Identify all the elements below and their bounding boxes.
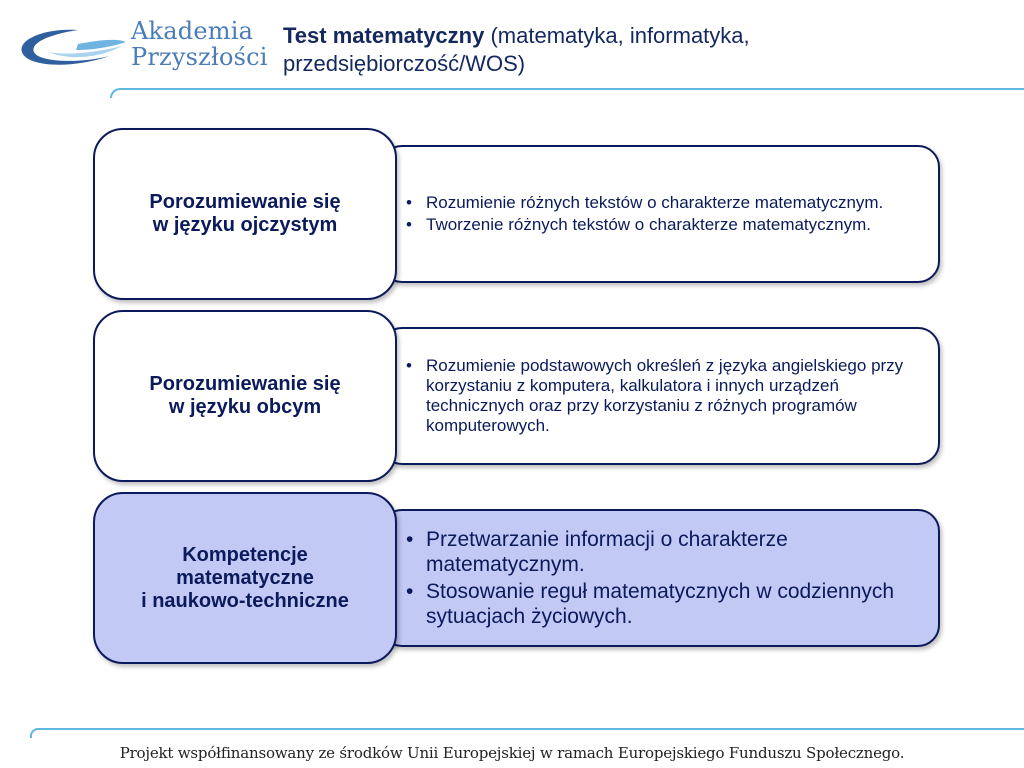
title-bold: Test matematyczny: [283, 23, 485, 48]
heading-line: Porozumiewanie się: [149, 191, 341, 213]
heading-line: w języku ojczystym: [152, 214, 338, 236]
competency-1-heading: [93, 128, 397, 300]
title-rest-1: (matematyka, informatyka,: [484, 23, 750, 48]
competency-1-description: [380, 145, 940, 283]
header-divider: [110, 88, 1024, 98]
heading-line: w języku obcym: [168, 396, 322, 418]
logo-line-2: Przyszłości: [131, 43, 268, 71]
competency-3-heading: [93, 492, 397, 664]
bullet-dot: •: [406, 215, 412, 234]
bullet-item: • Tworzenie różnych tekstów o charakterze matematycznym.: [406, 215, 871, 234]
logo-line-1: Akademia: [131, 17, 254, 45]
bullet-item: • Przetwarzanie informacji o charakterze matematycznym.: [406, 528, 788, 576]
swoosh-logo-icon: [18, 22, 130, 74]
bullet-item: • Rozumienie różnych tekstów o charakterze matematycznym.: [406, 193, 884, 212]
bullet-dot: •: [406, 528, 414, 551]
heading-line: matematyczne: [176, 566, 314, 589]
competency-3-description: [380, 509, 940, 647]
bullet-item: • Stosowanie reguł matematycznych w codziennych sytuacjach życiowych.: [406, 580, 895, 628]
heading-line: Kompetencje: [182, 543, 308, 566]
logo: [18, 14, 268, 84]
bullet-dot: •: [406, 356, 412, 375]
bullet-item: • Rozumienie podstawowych określeń z języka angielskiego przy korzystaniu z komputera, kalkulatora i innych urządzeń technicznych oraz przy korzystaniu z różnych programów komputerowych.: [406, 356, 904, 435]
competency-2-description: [380, 327, 940, 465]
heading-line: Porozumiewanie się: [149, 373, 341, 395]
title-rest-2: przedsiębiorczość/WOS): [283, 51, 526, 76]
competency-2-heading: [93, 310, 397, 482]
page-title: [283, 22, 983, 78]
footer-text: Projekt współfinansowany ze środków Unii Europejskiej w ramach Europejskiego Funduszu Społecznego.: [119, 744, 905, 762]
bullet-dot: •: [406, 193, 412, 212]
bullet-dot: •: [406, 580, 414, 603]
heading-line: i naukowo-techniczne: [141, 589, 349, 612]
footer-divider: [30, 728, 1024, 738]
